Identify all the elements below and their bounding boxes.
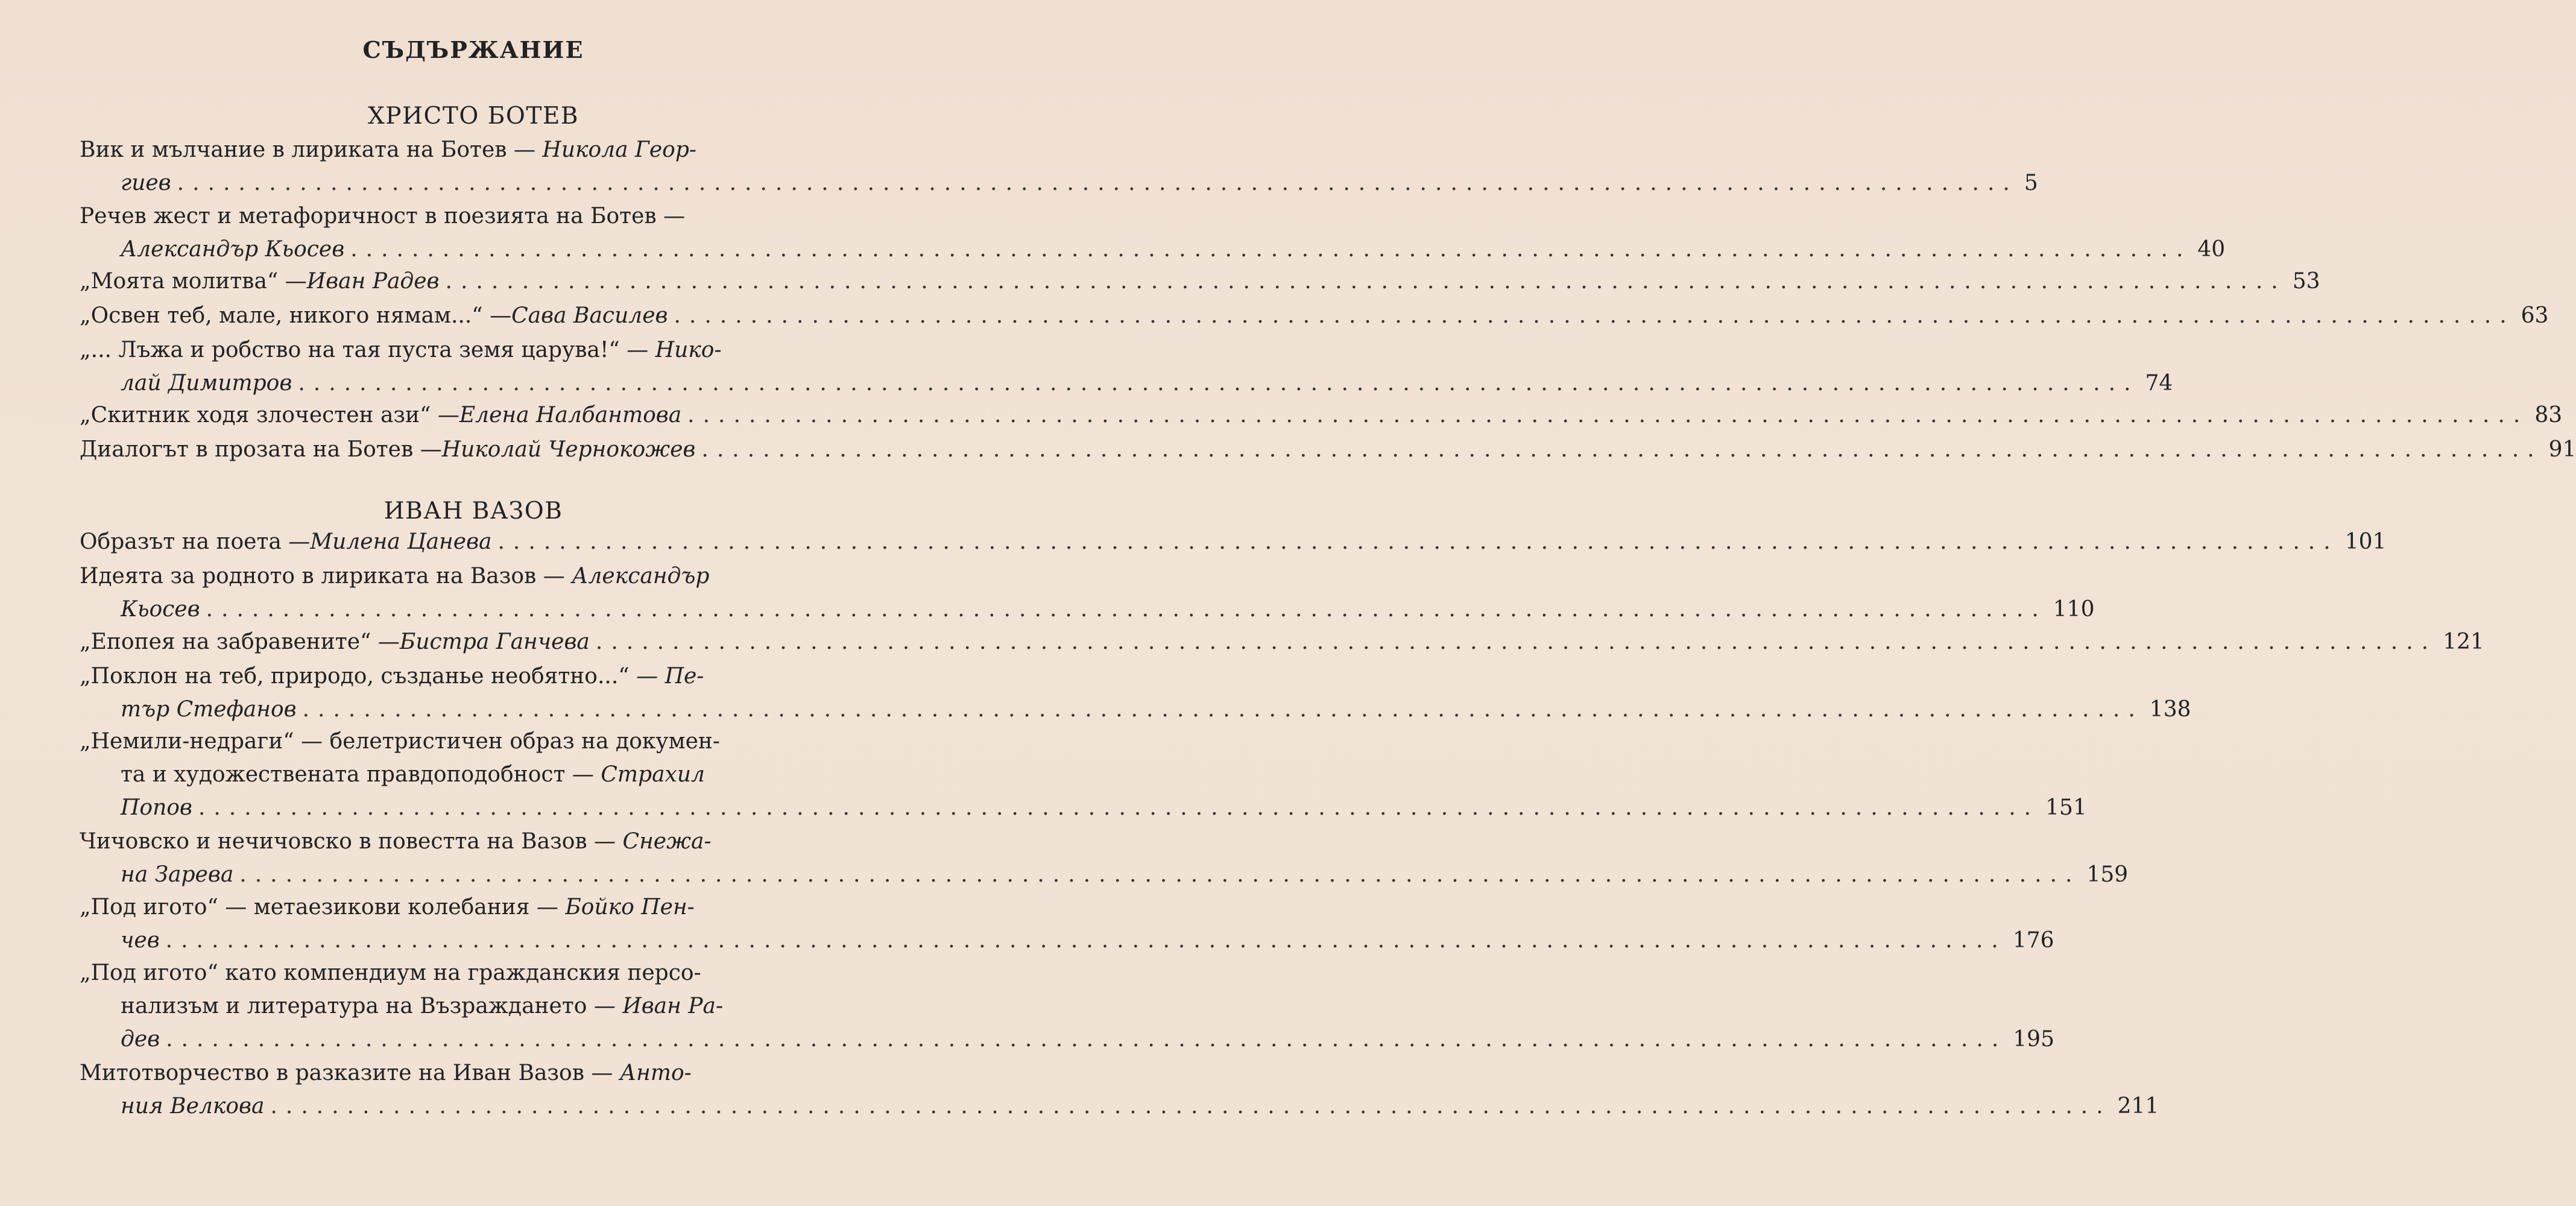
entry-author: Бистра Ганчева xyxy=(399,630,590,654)
entry-title-text: Диалогът в прозата на Ботев — xyxy=(80,437,442,462)
entry-author: Александър Кьосев xyxy=(121,237,345,262)
page-number: 138 xyxy=(2149,697,2191,722)
dot-leader: ........................................................................................................................ xyxy=(445,269,2287,294)
entry-final-line xyxy=(121,926,2054,955)
entry-title-text: Идеята за родното в лириката на Вазов — xyxy=(80,564,572,589)
entry-final-line xyxy=(121,169,2038,198)
section-heading: ХРИСТО БОТЕВ xyxy=(367,103,579,130)
entry-author: Анто- xyxy=(619,1061,692,1085)
page-number: 40 xyxy=(2197,237,2226,262)
entry-author: лай Димитров xyxy=(121,371,292,396)
entry-line xyxy=(80,827,984,856)
entry-author: Снежа- xyxy=(622,829,712,854)
dot-leader: ........................................................................................................................ xyxy=(198,795,2040,820)
entry-title-text: „... Лъжа и робство на тая пуста земя царува!“ — xyxy=(80,338,655,362)
entry-line xyxy=(80,662,984,691)
dot-leader: ........................................................................................................................ xyxy=(298,371,2139,396)
entry-title-text: Чичовско и нечичовско в повестта на Вазов — xyxy=(80,829,623,854)
entry-title-text: „Скитник ходя злочестен ази“ — xyxy=(80,403,459,428)
entry-final-line xyxy=(121,794,2087,822)
entry-author: Сава Василев xyxy=(511,303,668,328)
page-number: 159 xyxy=(2086,862,2129,887)
entry-line xyxy=(80,727,984,756)
entry-author: Страхил xyxy=(601,762,705,787)
page-number: 101 xyxy=(2344,529,2387,554)
entry-author: Николай Чернокожев xyxy=(441,437,696,462)
entry-line xyxy=(80,136,984,165)
dot-leader: ........................................................................................................................ xyxy=(177,171,2018,195)
entry-final-line xyxy=(121,1025,2054,1054)
page-number: 63 xyxy=(2521,303,2549,328)
page-number: 53 xyxy=(2292,269,2320,294)
entry-title-text: нализъм и литература на Възраждането — xyxy=(121,994,623,1018)
page-number: 211 xyxy=(2117,1094,2159,1119)
entry-title-text: „Под игото“ като компендиум на гражданския персо- xyxy=(80,961,701,985)
page-number: 91 xyxy=(2548,437,2576,462)
dot-leader: ........................................................................................................................ xyxy=(497,529,2339,554)
entry-author: чев xyxy=(121,928,160,953)
entry-title-text: та и художествената правдоподобност — xyxy=(121,762,601,787)
entry-author: гиев xyxy=(121,171,171,195)
entry-final-line xyxy=(121,860,2129,889)
section-heading: ИВАН ВАЗОВ xyxy=(384,497,563,525)
entry-author: Иван Ра- xyxy=(622,994,724,1018)
dot-leader: ........................................................................................................................ xyxy=(270,1094,2112,1119)
entry-title-text: „Епопея на забравените“ — xyxy=(80,630,400,654)
entry-author: Бойко Пен- xyxy=(565,895,695,920)
entry-line xyxy=(80,202,984,231)
entry-author: Александър xyxy=(572,564,710,589)
entry-title-text: Речев жест и метафоричност в поезията на Ботев — xyxy=(80,204,686,229)
entry-author: Иван Радев xyxy=(306,269,440,294)
entry-final-line xyxy=(80,267,2320,296)
entry-final-line xyxy=(121,1092,2159,1121)
entry-final-line xyxy=(80,528,2387,557)
dot-leader: ........................................................................................................................ xyxy=(687,403,2529,428)
entry-author: Попов xyxy=(121,795,192,820)
dot-leader: ........................................................................................................................ xyxy=(166,1027,2007,1052)
entry-title-text: „Моята молитва“ — xyxy=(80,269,307,294)
page-title: СЪДЪРЖАНИЕ xyxy=(362,36,584,63)
entry-author: дев xyxy=(121,1027,160,1052)
entry-author: Милена Цанева xyxy=(310,529,492,554)
entry-line xyxy=(121,992,1025,1021)
entry-final-line xyxy=(80,302,2549,330)
entry-line xyxy=(80,893,984,922)
entry-final-line xyxy=(121,369,2173,398)
entry-title-text: „Поклон на теб, природо, създанье необятно...“ — xyxy=(80,664,665,689)
entry-title-text: „Немили-недраги“ — белетристичен образ на докумен- xyxy=(80,729,721,754)
entry-author: Нико- xyxy=(655,338,722,362)
page-number: 195 xyxy=(2013,1027,2054,1052)
entry-title-text: „Освен теб, мале, никого нямам...“ — xyxy=(80,303,512,328)
entry-title-text: „Под игото“ — метаезикови колебания — xyxy=(80,895,566,920)
entry-final-line xyxy=(121,595,2095,624)
entry-final-line xyxy=(80,435,2576,464)
dot-leader: ........................................................................................................................ xyxy=(302,697,2144,722)
page-number: 83 xyxy=(2534,403,2563,428)
page-number: 5 xyxy=(2024,171,2038,195)
entry-line xyxy=(121,760,1025,789)
entry-final-line xyxy=(121,695,2191,724)
dot-leader: ........................................................................................................................ xyxy=(165,928,2007,953)
entry-title-text: Вик и мълчание в лириката на Ботев — xyxy=(80,137,543,162)
entry-author: Пе- xyxy=(665,664,704,689)
entry-title-text: Образът на поета — xyxy=(80,529,311,554)
entry-line xyxy=(80,336,984,365)
entry-author: Никола Геор- xyxy=(542,137,697,162)
entry-line xyxy=(80,562,984,591)
entry-final-line xyxy=(121,235,2226,264)
page-number: 151 xyxy=(2045,795,2087,820)
entry-author: на Зарева xyxy=(121,862,234,887)
dot-leader: ........................................................................................................................ xyxy=(239,862,2081,887)
page-number: 74 xyxy=(2145,371,2173,396)
dot-leader: ........................................................................................................................ xyxy=(350,237,2192,262)
entry-line xyxy=(80,959,984,988)
dot-leader: ........................................................................................................................ xyxy=(674,303,2515,328)
entry-final-line xyxy=(80,401,2563,430)
dot-leader: ........................................................................................................................ xyxy=(206,597,2047,622)
page-number: 110 xyxy=(2053,597,2095,622)
entry-final-line xyxy=(80,628,2484,657)
dot-leader: ........................................................................................................................ xyxy=(595,630,2437,654)
entry-author: Кьосев xyxy=(121,597,200,622)
page-number: 121 xyxy=(2443,630,2484,654)
entry-author: Елена Налбантова xyxy=(459,403,682,428)
entry-author: тър Стефанов xyxy=(121,697,297,722)
entry-title-text: Митотворчество в разказите на Иван Вазов — xyxy=(80,1061,620,1085)
entry-author: ния Велкова xyxy=(121,1094,265,1119)
page-number: 176 xyxy=(2012,928,2054,953)
dot-leader: ........................................................................................................................ xyxy=(701,437,2543,462)
entry-line xyxy=(80,1059,984,1088)
